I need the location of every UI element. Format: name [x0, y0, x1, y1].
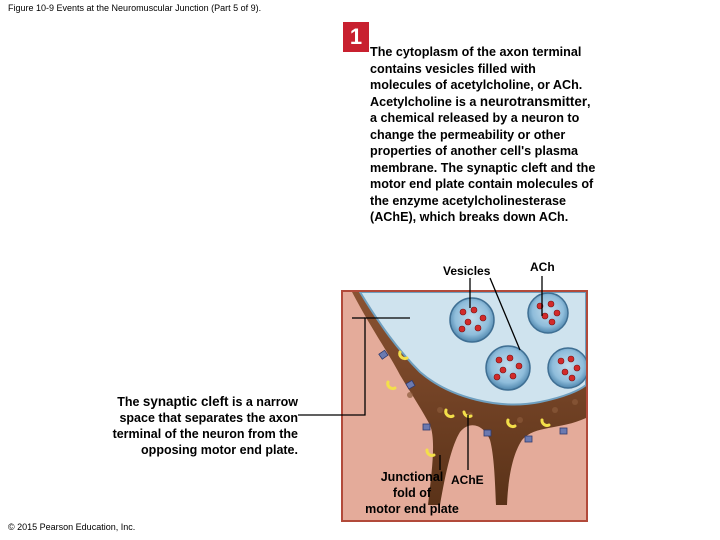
step-number-badge: 1 — [343, 22, 369, 52]
description-part1: The cytoplasm of the axon terminal contains vesicles filled with molecules of acetylcholine, or ACh. Acetylcholine is a — [370, 45, 583, 109]
cleft-suffix: is a narrow space that separates the axon terminal of the neuron from the opposing motor end plate. — [112, 395, 298, 457]
vesicles-label: Vesicles — [443, 264, 491, 278]
description-part2: , a chemical released by a neuron to change the permeability or other properties of another cell's plasma membrane. The synaptic cleft and the motor end plate contain molecules of the enzyme acetylcholinesterase (AChE), which breaks down ACh. — [370, 94, 596, 224]
synaptic-cleft-keyword: synaptic cleft — [142, 394, 229, 409]
synaptic-vesicle — [450, 298, 494, 342]
ache-label: AChE — [451, 473, 484, 487]
ach-label: ACh — [530, 260, 555, 274]
figure-caption: Figure 10-9 Events at the Neuromuscular Junction (Part 5 of 9). — [8, 3, 262, 13]
synaptic-vesicle — [548, 348, 588, 388]
copyright-notice: © 2015 Pearson Education, Inc. — [8, 522, 136, 532]
junctional-fold-label: Junctional fold of motor end plate — [365, 470, 459, 516]
synaptic-cleft-note — [112, 394, 298, 458]
cleft-prefix: The — [117, 395, 143, 409]
neurotransmitter-keyword: neurotransmitter — [479, 93, 588, 109]
synaptic-vesicle — [528, 293, 568, 333]
synaptic-vesicle — [486, 346, 530, 390]
